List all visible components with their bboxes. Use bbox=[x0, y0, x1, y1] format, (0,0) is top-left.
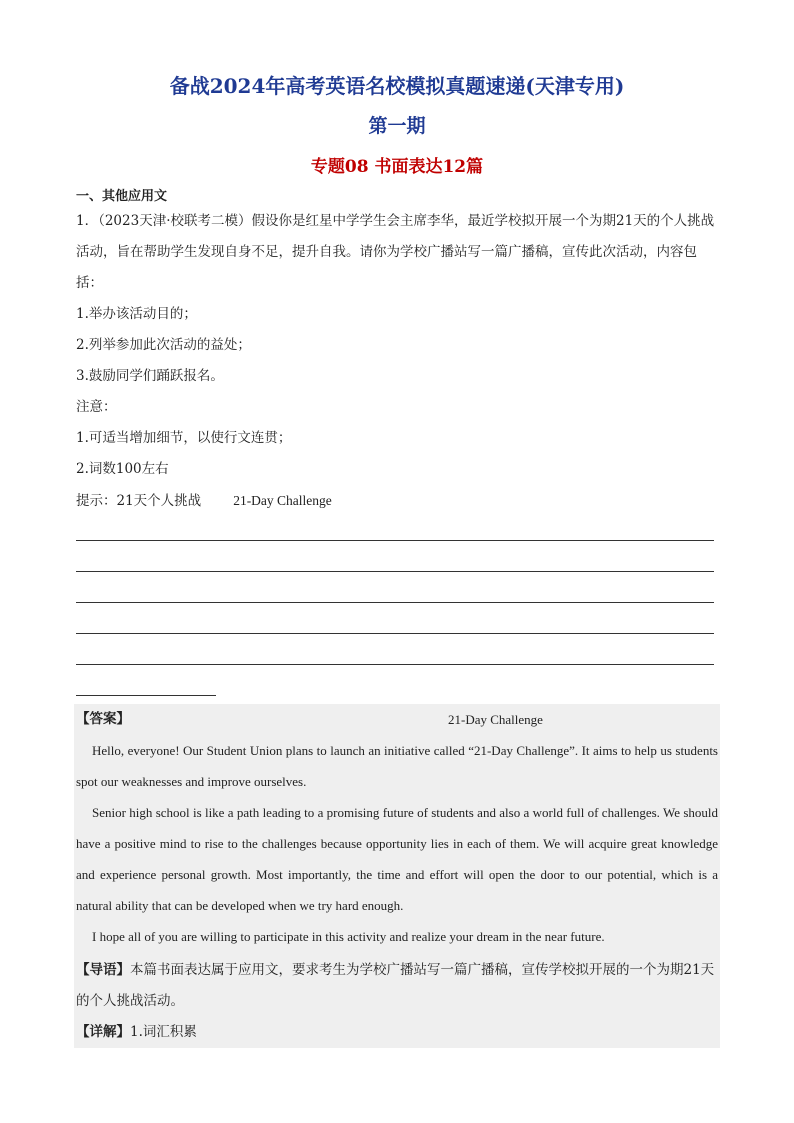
question-prompt: 1．（2023天津·校联考二模）假设你是红星中学学生会主席李华，最近学校拟开展一个为期21天的个人挑战活动，旨在帮助学生发现自身不足，提升自我。请你为学校广播站写一篇广播稿，宣传此次活动，内容包括： bbox=[76, 213, 715, 291]
note-item: 2.词数100左右 bbox=[76, 461, 169, 477]
topic-title: 专题08 书面表达12篇 bbox=[310, 157, 484, 177]
requirement-item: 2.列举参加此次活动的益处； bbox=[76, 337, 251, 353]
answer-line-short bbox=[76, 695, 216, 696]
answer-line bbox=[76, 571, 714, 572]
detail-text: 1.词汇积累 bbox=[130, 1024, 197, 1040]
guide-block bbox=[76, 955, 718, 1017]
answer-paragraph: Hello, everyone! Our Student Union plans to launch an initiative called “21-Day Challenge”. It aims to help us students spot our weaknesses and improve ourselves. bbox=[76, 743, 718, 789]
answer-header bbox=[76, 704, 718, 735]
detail-label: 【详解】 bbox=[76, 1024, 130, 1040]
answer-label: 【答案】 bbox=[76, 711, 130, 727]
guide-text: 本篇书面表达属于应用文，要求考生为学校广播站写一篇广播稿，宣传学校拟开展的一个为期21天的个人挑战活动。 bbox=[76, 962, 715, 1009]
answer-body bbox=[76, 735, 718, 952]
notes-label: 注意： bbox=[76, 399, 117, 415]
detail-block bbox=[76, 1017, 718, 1048]
section-heading: 一、其他应用文 bbox=[76, 189, 168, 204]
requirement-item: 1.举办该活动目的； bbox=[76, 306, 197, 322]
issue-title: 第一期 bbox=[368, 115, 426, 137]
hint-label: 提示：21天个人挑战 bbox=[76, 493, 202, 509]
answer-paragraph: I hope all of you are willing to participate in this activity and realize your dream in the near future. bbox=[92, 929, 605, 944]
answer-line bbox=[76, 602, 714, 603]
question-block bbox=[76, 206, 718, 517]
hint-line bbox=[76, 485, 718, 517]
document-title: 备战2024年高考英语名校模拟真题速递(天津专用) bbox=[169, 74, 625, 98]
answer-line bbox=[76, 664, 714, 665]
answer-paragraph: Senior high school is like a path leading to a promising future of students and also a world full of challenges. We should have a positive mind to rise to the challenges because opportunity lies in each of them. We will acquire great knowledge and experience personal growth. Most importantly, the time and effort will open the door to our potential, which is a natural ability that can be developed when we try hard enough. bbox=[76, 805, 718, 913]
answer-line bbox=[76, 633, 714, 634]
answer-title: 21-Day Challenge bbox=[448, 712, 543, 727]
requirement-item: 3.鼓励同学们踊跃报名。 bbox=[76, 368, 224, 384]
answer-line bbox=[76, 540, 714, 541]
hint-english: 21-Day Challenge bbox=[233, 493, 332, 508]
guide-label: 【导语】 bbox=[76, 962, 130, 978]
note-item: 1.可适当增加细节，以使行文连贯； bbox=[76, 430, 292, 446]
